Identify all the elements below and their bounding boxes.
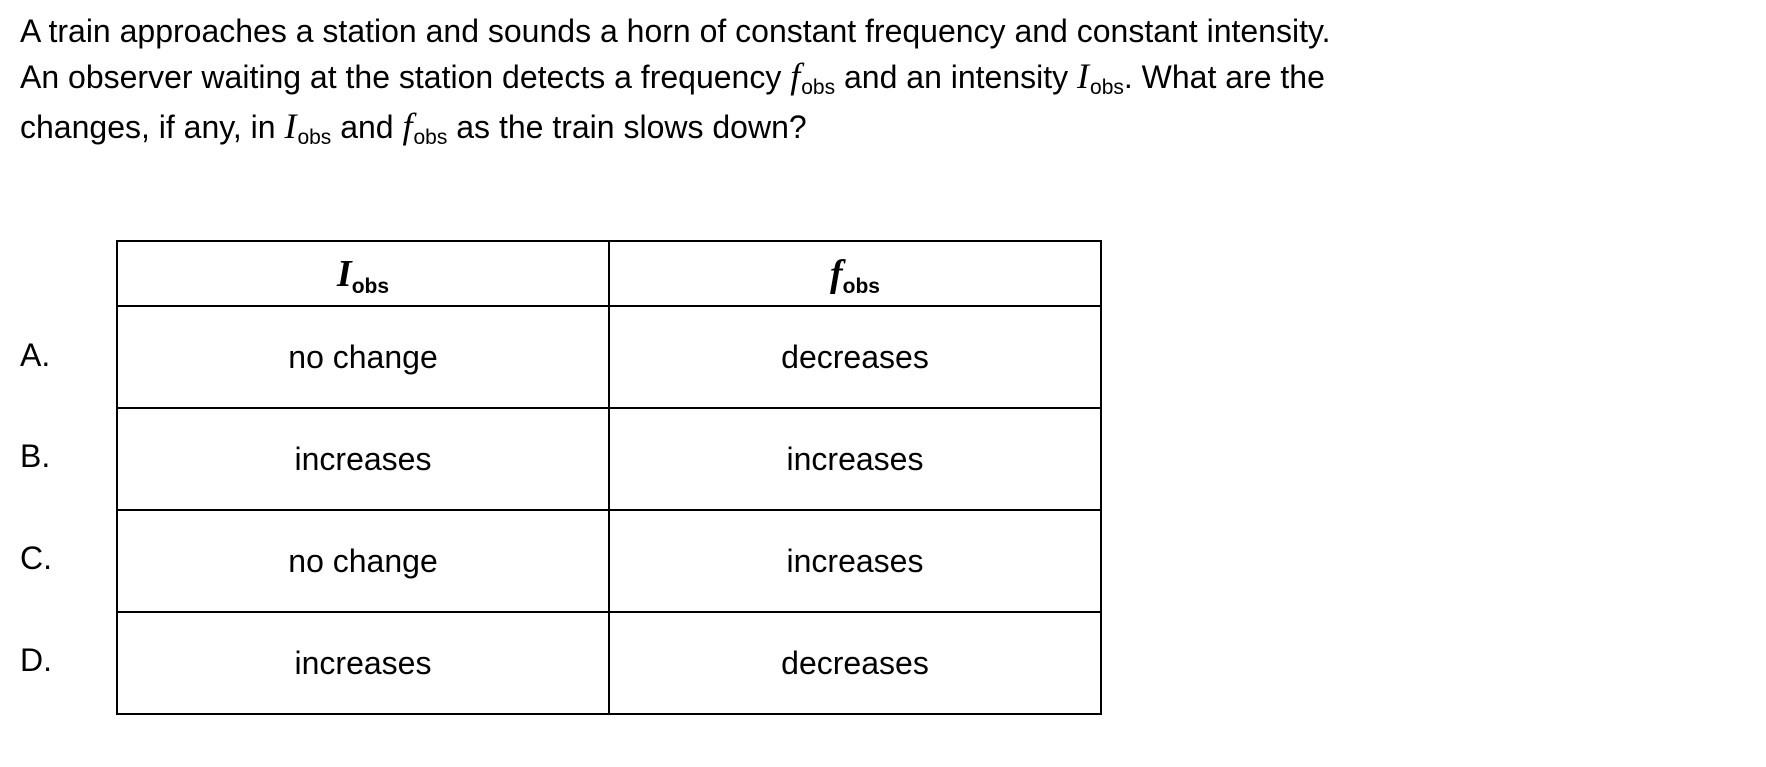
cell-frequency: decreases xyxy=(609,306,1101,408)
symbol-i-obs: Iobs xyxy=(1077,56,1124,99)
symbol-i-obs: Iobs xyxy=(284,106,332,149)
cell-intensity: no change xyxy=(117,510,609,612)
symbol-f-obs: fobs xyxy=(402,106,448,149)
option-letter-b: B. xyxy=(20,438,51,474)
answer-table xyxy=(116,240,1102,715)
table-header-row xyxy=(117,241,1101,306)
cell-intensity: no change xyxy=(117,306,609,408)
cell-frequency: increases xyxy=(609,408,1101,510)
table-row xyxy=(117,408,1101,510)
cell-frequency: decreases xyxy=(609,612,1101,714)
cell-intensity: increases xyxy=(117,408,609,510)
table-row xyxy=(117,612,1101,714)
option-letter-d: D. xyxy=(20,642,52,678)
question-line-3: changes, if any, in Iobs and fobs as the train slows down? xyxy=(20,106,807,149)
question-line-2: An observer waiting at the station detects a frequency fobs and an intensity Iobs. What are the xyxy=(20,56,1325,99)
cell-frequency: increases xyxy=(609,510,1101,612)
table-row xyxy=(117,306,1101,408)
table-row xyxy=(117,510,1101,612)
option-letter-c: C. xyxy=(20,540,52,576)
question-text xyxy=(20,9,1580,154)
symbol-f-obs: fobs xyxy=(790,56,836,99)
question-line-1: A train approaches a station and sounds a horn of constant frequency and constant intensity. xyxy=(20,13,1331,49)
header-intensity: $I_{obs}$ xyxy=(117,241,609,306)
option-letter-a: A. xyxy=(20,337,51,373)
cell-intensity: increases xyxy=(117,612,609,714)
header-frequency: $f_{obs}$ xyxy=(609,241,1101,306)
